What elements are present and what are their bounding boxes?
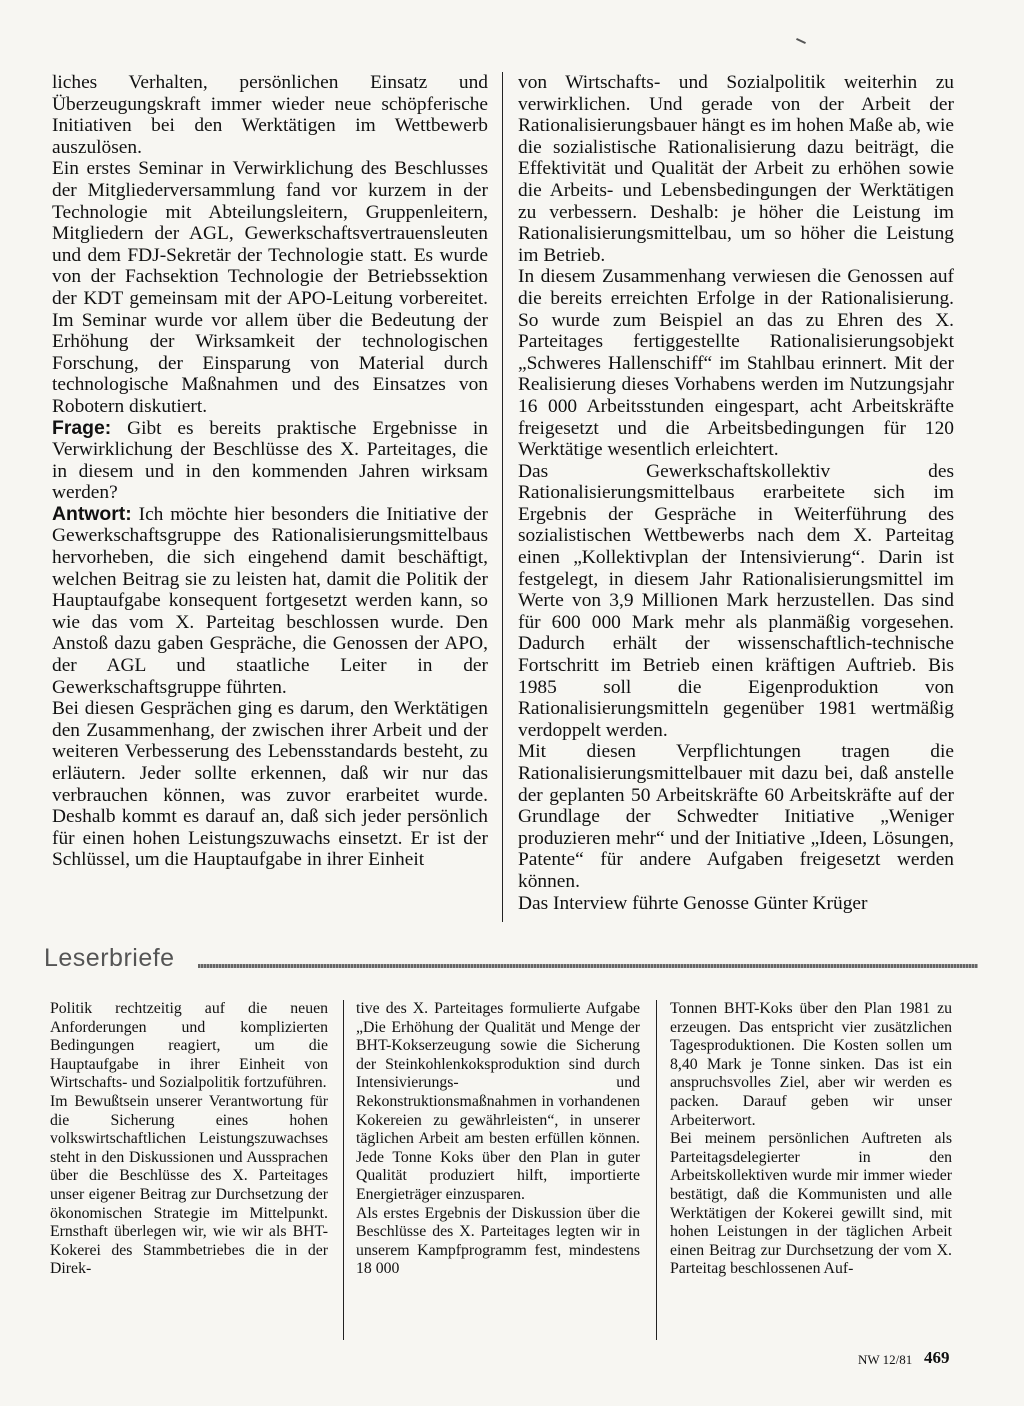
section-header <box>40 940 970 980</box>
question-paragraph <box>52 418 488 504</box>
paragraph: liches Verhalten, persönlichen Einsatz und Überzeugungskraft immer wieder neue schöpferische Initiativen bei den Werktätigen im Wettbewerb auszulösen. <box>52 72 488 158</box>
paragraph: Das Gewerkschaftskollektiv des Rationalisierungsmittelbaus erarbeitete sich im Ergebnis der Gespräche in Weiterführung des sozialistischen Wettbewerbs nach dem X. Parteitag einen „Kollektivplan der Intensivierung“. Darin ist festgelegt, in diesem Jahr Rationalisierungsmittel im Werte von 3,9 Millionen Mark herzustellen. Das sind für 600 000 Mark mehr als planmäßig vorgesehen. Dadurch erhält der wissenschaftlich-technische Fortschritt im Betrieb einen kräftigen Auftrieb. Bis 1985 soll die Eigenproduktion von Rationalisierungsmitteln gegenüber 1981 wertmäßig verdoppelt werden. <box>518 460 954 741</box>
answer-paragraph <box>52 504 488 698</box>
paragraph: Im Bewußtsein unserer Verantwortung für die Sicherung eines hohen volkswirtschaftlichen Leistungszuwachses steht in den Diskussionen und Aussprachen über die Beschlüsse des X. Parteitages unser eigener Beitrag zur Durchsetzung der ökonomischen Strategie im Mittelpunkt. Ernsthaft überlegen wir, wie wir als BHT-Kokerei des Stammbetriebes die in der Direk- <box>50 1092 328 1278</box>
paragraph: In diesem Zusammenhang verwiesen die Genossen auf die bereits erreichten Erfolge in der Rationalisierung. So wurde zum Beispiel an das zu Ehren des X. Parteitages fertiggestellte Rationalisierungsobjekt „Schweres Hallenschiff“ im Stahlbau erinnert. Mit der Realisierung dieses Vorhabens werden im Nutzungsjahr 16 000 Arbeitsstunden eingespart, acht Arbeitskräfte freigesetzt und die Arbeitsbedingungen für 120 Werktätige wesentlich erleichtert. <box>518 266 954 461</box>
page-number: 469 <box>924 1348 950 1367</box>
column-divider <box>656 1000 657 1340</box>
column-divider <box>343 1000 344 1340</box>
interview-credit: Das Interview führte Genosse Günter Krüger <box>518 892 868 914</box>
heading-rule <box>198 964 978 968</box>
paragraph: Als erstes Ergebnis der Diskussion über die Beschlüsse des X. Parteitages legten wir in unserem Kampfprogramm fest, mindestens 18 000 <box>356 1204 640 1278</box>
question-text: Gibt es bereits praktische Ergebnisse in Verwirklichung der Beschlüsse des X. Parteitages, die in diesem und in den kommenden Jahren wirksam werden? <box>52 417 488 504</box>
question-label: Frage: <box>52 416 112 439</box>
paragraph: Bei meinem persönlichen Auftreten als Parteitagsdelegierter in den Arbeitskollektiven wurde mir immer wieder bestätigt, daß die Kommunisten und alle Werktätigen der Kokerei gewillt sind, mit hohen Leistungen in der täglichen Arbeit einen Beitrag zur Durchsetzung der vom X. Parteitag beschlossenen Auf- <box>670 1130 952 1278</box>
paragraph: von Wirtschafts- und Sozialpolitik weiterhin zu verwirklichen. Und gerade von der Arbeit der Rationalisierungsbauer hängt es im hohen Maße ab, wie die sozialistische Rationalisierung dazu beiträgt, die Effektivität und Qualität der Arbeit zu erhöhen sowie die Arbeits- und Lebensbedingungen der Werktätigen zu verbessern. Deshalb: je höher die Leistung im Rationalisierungsmittelbau, um so höher die Leistung im Betrieb. <box>518 72 954 266</box>
paragraph: Ein erstes Seminar in Verwirklichung des Beschlusses der Mitgliederversammlung fand vor kurzem in der Technologie mit Abteilungsleitern, Gruppenleitern, Mitgliedern der AGL, Gewerkschaftsvertrauensleuten und dem FDJ-Sekretär der Technologie statt. Es wurde von der Fachsektion Technologie der Betriebssektion der KDT gemeinsam mit der APO-Leitung vorbereitet. Im Seminar wurde vor allem über die Bedeutung der Erhöhung der Wirksamkeit der technologischen Forschung, der Einsparung von Material durch technologische Maßnahmen und des Einsatzes von Robotern diskutiert. <box>52 158 488 417</box>
paragraph: tive des X. Parteitages formulierte Aufgabe „Die Erhöhung der Qualität und Menge der BHT-Kokserzeugung sowie die Sicherung der Steinkohlenkoksproduktion sind durch Intensivierungs- und Rekonstruktionsmaßnahmen in vorhandenen Kokereien zu gewährleisten“, in unserer täglichen Arbeit am besten erfüllen können. Jede Tonne Koks über den Plan in guter Qualität produziert hilft, importierte Energieträger einzusparen. <box>356 1000 640 1203</box>
letter-column-1 <box>50 1000 328 1279</box>
answer-text: Ich möchte hier besonders die Initiative der Gewerkschaftsgruppe des Rationalisierungsmittelbaus hervorheben, die sich eingehend damit beschäftigt, welchen Beitrag sie zu leisten hat, damit die Politik der Hauptaufgabe konsequent fortgesetzt werden kann, so wie das vom X. Parteitag beschlossen wurde. Den Anstoß dazu gaben Gespräche, die Genossen der APO, der AGL und staatliche Leiter in der Gewerkschaftsgruppe führten. <box>52 503 488 698</box>
top-left-column <box>52 72 488 871</box>
paragraph: Tonnen BHT-Koks über den Plan 1981 zu erzeugen. Das entspricht vier zusätzlichen Tagesproduktionen. Die Kosten sollen um 8,40 Mark je Tonne sinken. Das ist ein anspruchsvolles Ziel, aber wir werden es packen. Darauf geben wir unser Arbeiterwort. <box>670 1000 952 1129</box>
paragraph: Politik rechtzeitig auf die neuen Anforderungen und komplizierten Bedingungen reagiert, um die Hauptaufgabe in ihrer Einheit von Wirtschafts- und Sozialpolitik fortzuführen. <box>50 1000 328 1092</box>
section-heading: Leserbriefe <box>44 944 175 972</box>
letter-column-2 <box>356 1000 640 1279</box>
paragraph: Mit diesen Verpflichtungen tragen die Rationalisierungsmittelbauer mit dazu bei, daß anstelle der geplanten 50 Arbeitskräfte 60 Arbeitskräfte auf der Grundlage der Schwedter Initiative „Weniger produzieren mehr“ und der Initiative „Ideen, Lösungen, Patente“ für andere Aufgaben freigesetzt werden können. <box>518 741 954 892</box>
scan-mark <box>796 38 806 44</box>
top-right-column <box>518 72 954 914</box>
issue-reference: NW 12/81 <box>858 1352 913 1367</box>
paragraph: Bei diesen Gesprächen ging es darum, den Werktätigen den Zusammenhang, der zwischen ihrer Arbeit und der weiteren Verbesserung des Lebensstandards besteht, zu erläutern. Jeder sollte erkennen, daß wir nur das verbrauchen können, was zuvor erarbeitet wurde. Deshalb kommt es darauf an, daß sich jeder persönlich für einen hohen Leistungszuwachs einsetzt. Er ist der Schlüssel, um die Hauptaufgabe in ihrer Einheit <box>52 698 488 871</box>
answer-label: Antwort: <box>52 502 132 525</box>
column-divider <box>502 72 503 922</box>
letter-column-3 <box>670 1000 952 1279</box>
